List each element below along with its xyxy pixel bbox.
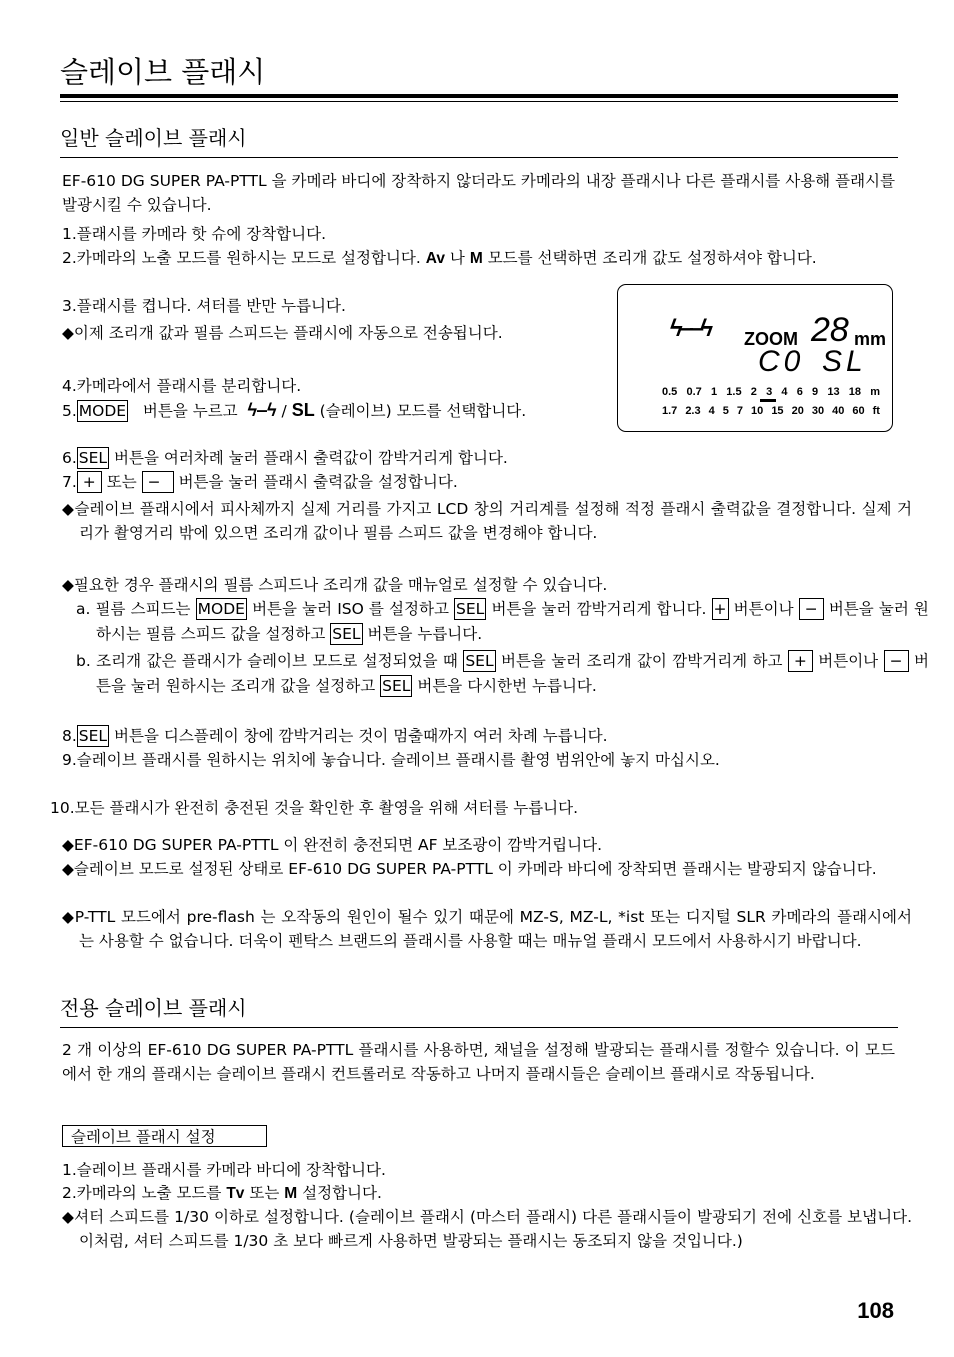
lcd-display [617, 284, 893, 432]
scale-tick-label: 60 [852, 405, 865, 417]
text: 또는 [249, 1184, 280, 1202]
scale-tick-label: 13 [827, 386, 840, 398]
scale-tick-label: 15 [771, 405, 784, 417]
section-rule [60, 157, 898, 158]
page-number: 108 [857, 1298, 894, 1323]
scale-tick-label: 4 [708, 405, 715, 417]
text: 버튼을 디스플레이 창에 깜박거리는 것이 멈출때까지 여러 차례 누릅니다. [114, 727, 608, 745]
minus-button-ref: − [799, 598, 824, 620]
text: 7. [62, 473, 77, 491]
sel-button-ref: SEL [382, 677, 411, 695]
page-title: 슬레이브 플래시 [60, 55, 266, 89]
step-10: 10.모든 플래시가 완전히 충전된 것을 확인한 후 촬영을 위해 셔터를 누릅니다. [50, 799, 579, 817]
minus-button-ref: − [884, 650, 909, 672]
sl-icon: SL [291, 400, 315, 420]
text: 2.카메라의 노출 모드를 원하시는 모드로 설정합니다. [62, 249, 421, 267]
focal-length: 28 [811, 311, 849, 349]
text: 버튼을 누릅니다. [367, 625, 483, 643]
scale-tick-label: 40 [832, 405, 845, 417]
title-rule [60, 94, 898, 98]
scale-tick-label: 2 [750, 386, 757, 398]
step-2 [62, 1181, 912, 1206]
plus-button-ref: + [713, 600, 727, 618]
distance-scale-ft [662, 405, 880, 417]
scale-tick-label: 10 [751, 405, 764, 417]
text: 8. [62, 727, 77, 745]
text: 버튼을 눌러 원하시는 조리개 값을 설정하고 [96, 652, 929, 695]
slave-flash-icon: ϟ‒‒ϟ [670, 315, 711, 342]
text: 버튼을 다시한번 누릅니다. [417, 677, 597, 695]
scale-tick-label: m [870, 386, 880, 398]
scale-tick-label: 30 [811, 405, 825, 417]
text: 버튼을 눌러 깜박거리게 합니다. [491, 600, 707, 618]
text: a. 필름 스피드는 [76, 600, 191, 618]
scale-tick-label: 1 [710, 386, 718, 398]
sub-step-b [62, 649, 929, 699]
text: 버튼을 누르고 [142, 402, 238, 420]
text: 버튼을 눌러 ISO 를 설정하고 [252, 600, 449, 618]
note-distance: ◆슬레이브 플래시에서 피사체까지 실제 거리를 가지고 LCD 창의 거리계를 설정해 적정 플래시 출력값을 결정합니다. 실제 거리가 촬영거리 밖에 있으면 조리개 값이나 필름 스피드 값을 변경해야 합니다. [62, 500, 912, 542]
note-manual: ◆필요한 경우 플래시의 필름 스피드나 조리개 값을 매뉴얼로 설정할 수 있습니다. [62, 576, 608, 594]
note-auto-transfer: ◆이제 조리개 값과 필름 스피드는 플래시에 자동으로 전송됩니다. [62, 324, 503, 342]
distance-scale-m [662, 386, 880, 398]
text: / [281, 402, 287, 420]
scale-tick-label: 1.5 [726, 386, 742, 398]
zoom-label: ZOOM [744, 329, 798, 349]
text: 버튼을 눌러 조리개 값이 깜박거리게 하고 [500, 652, 783, 670]
section-heading: 일반 슬레이브 플래시 [60, 126, 247, 150]
slave-flash-icon: ϟ‒ϟ [247, 400, 277, 420]
scale-tick-label: ft [872, 405, 880, 417]
intro-paragraph: 2 개 이상의 EF-610 DG SUPER PA-PTTL 플래시를 사용하면, 채널을 설정해 발광되는 플래시를 정할수 있습니다. 이 모드에서 한 개의 플래시는 슬레이브 플래시 컨트롤러로 작동하고 나머지 플래시들은 슬레이브 플래시로 작동됩니다. [62, 1041, 895, 1083]
mode-button-ref: MODE [78, 402, 127, 420]
scale-tick-label: 9 [812, 386, 819, 398]
scale-tick-label: 1.7 [662, 405, 678, 417]
step-9: 9.슬레이브 플래시를 원하시는 위치에 놓습니다. 슬레이브 플래시를 촬영 범위안에 놓지 마십시오. [62, 751, 720, 769]
text: 2.카메라의 노출 모드를 [62, 1184, 222, 1202]
av-mode: Av [425, 250, 445, 267]
text: b. 조리개 값은 플래시가 슬레이브 모드로 설정되었을 때 [76, 652, 458, 670]
channel-display: C0 [758, 345, 805, 378]
scale-tick-label: 4 [781, 386, 788, 398]
scale-tick-label: 0.5 [662, 386, 678, 398]
text: (슬레이브) 모드를 선택합니다. [319, 402, 527, 420]
step-3: 3.플래시를 켭니다. 셔터를 반만 누릅니다. [62, 297, 346, 315]
text: 버튼을 눌러 플래시 출력값을 설정합니다. [178, 473, 458, 491]
note-no-fire: ◆슬레이브 모드로 설정된 상태로 EF-610 DG SUPER PA-PTTL 이 카메라 바디에 장착되면 플래시는 발광되지 않습니다. [62, 860, 877, 878]
sub-step-a [62, 597, 929, 647]
scale-tick-label: 6 [796, 386, 803, 398]
scale-tick-label: 3 [766, 386, 773, 398]
text: 설정합니다. [302, 1184, 382, 1202]
scale-tick-label: 18 [848, 386, 862, 398]
scale-tick-label: 0.7 [686, 386, 702, 398]
text: 모드를 선택하면 조리개 값도 설정하셔야 합니다. [487, 249, 817, 267]
text: 버튼이나 [818, 652, 879, 670]
step-1: 1.플래시를 카메라 핫 슈에 장착합니다. [62, 225, 327, 243]
sel-button-ref: SEL [456, 600, 485, 618]
scale-tick-label: 5 [722, 405, 729, 417]
note-pttl: ◆P-TTL 모드에서 pre-flash 는 오작동의 원인이 될수 있기 때문에 MZ-S, MZ-L, *ist 또는 디지털 SLR 카메라의 플래시에서는 사용할 수 없습니다. 더욱이 펜탁스 브랜드의 플래시를 사용할 때는 매뉴얼 플래시 모드에서 사용하시기 바랍니다. [62, 908, 912, 950]
text: 5. [62, 402, 77, 420]
step-1: 1.슬레이브 플래시를 카메라 바디에 장착합니다. [62, 1161, 386, 1179]
note-af-light: ◆EF-610 DG SUPER PA-PTTL 이 완전히 충전되면 AF 보조광이 깜박거립니다. [62, 836, 603, 854]
note-shutter: ◆셔터 스피드를 1/30 이하로 설정합니다. (슬레이브 플래시 (마스터 플래시) 다른 플래시들이 발광되기 전에 신호를 보냅니다. 이처럼, 셔터 스피드를 1/30 초 보다 빠르게 사용하면 발광되는 플래시는 동조되지 않을 것입니다.) [62, 1208, 912, 1250]
section-rule [60, 1027, 898, 1028]
distance-indicator [760, 399, 776, 402]
m-mode: M [469, 250, 483, 267]
text: 나 [449, 249, 465, 267]
text: 버튼을 여러차례 눌러 플래시 출력값이 깜박거리게 합니다. [114, 449, 508, 467]
section-heading: 전용 슬레이브 플래시 [60, 996, 247, 1020]
sel-button-ref: SEL [78, 449, 108, 467]
scale-tick-label: 2.3 [685, 405, 701, 417]
intro-paragraph: EF-610 DG SUPER PA-PTTL 을 카메라 바디에 장착하지 않더라도 카메라의 내장 플래시나 다른 플래시를 사용해 플래시를 발광시킬 수 있습니다. [62, 172, 895, 214]
step-2 [62, 246, 912, 271]
text: 6. [62, 449, 77, 467]
title-rule-thin [60, 101, 898, 102]
focal-unit: mm [854, 329, 887, 349]
mode-button-ref: MODE [197, 600, 245, 618]
mode-display: SL [822, 345, 867, 378]
plus-button-ref: + [788, 650, 813, 672]
sel-button-ref: SEL [465, 652, 494, 670]
plus-button-ref: + [77, 471, 102, 493]
step-6 [62, 446, 912, 470]
step-4: 4.카메라에서 플래시를 분리합니다. [62, 377, 302, 395]
tv-mode: Tv [226, 1185, 245, 1202]
m-mode: M [284, 1185, 298, 1202]
step-8 [62, 724, 912, 748]
text: 버튼이나 [733, 600, 794, 618]
step-5 [62, 398, 620, 423]
scale-tick-label: 7 [736, 405, 744, 417]
scale-tick-label: 20 [791, 405, 804, 417]
subsection-label: 슬레이브 플래시 설정 [62, 1125, 267, 1147]
text: 또는 [106, 473, 137, 491]
sel-button-ref: SEL [332, 625, 361, 643]
minus-button-ref: − [142, 471, 174, 493]
step-7 [62, 470, 912, 494]
sel-button-ref: SEL [78, 727, 108, 745]
text: 버튼을 눌러 원하시는 필름 스피드 값을 설정하고 [96, 600, 929, 643]
